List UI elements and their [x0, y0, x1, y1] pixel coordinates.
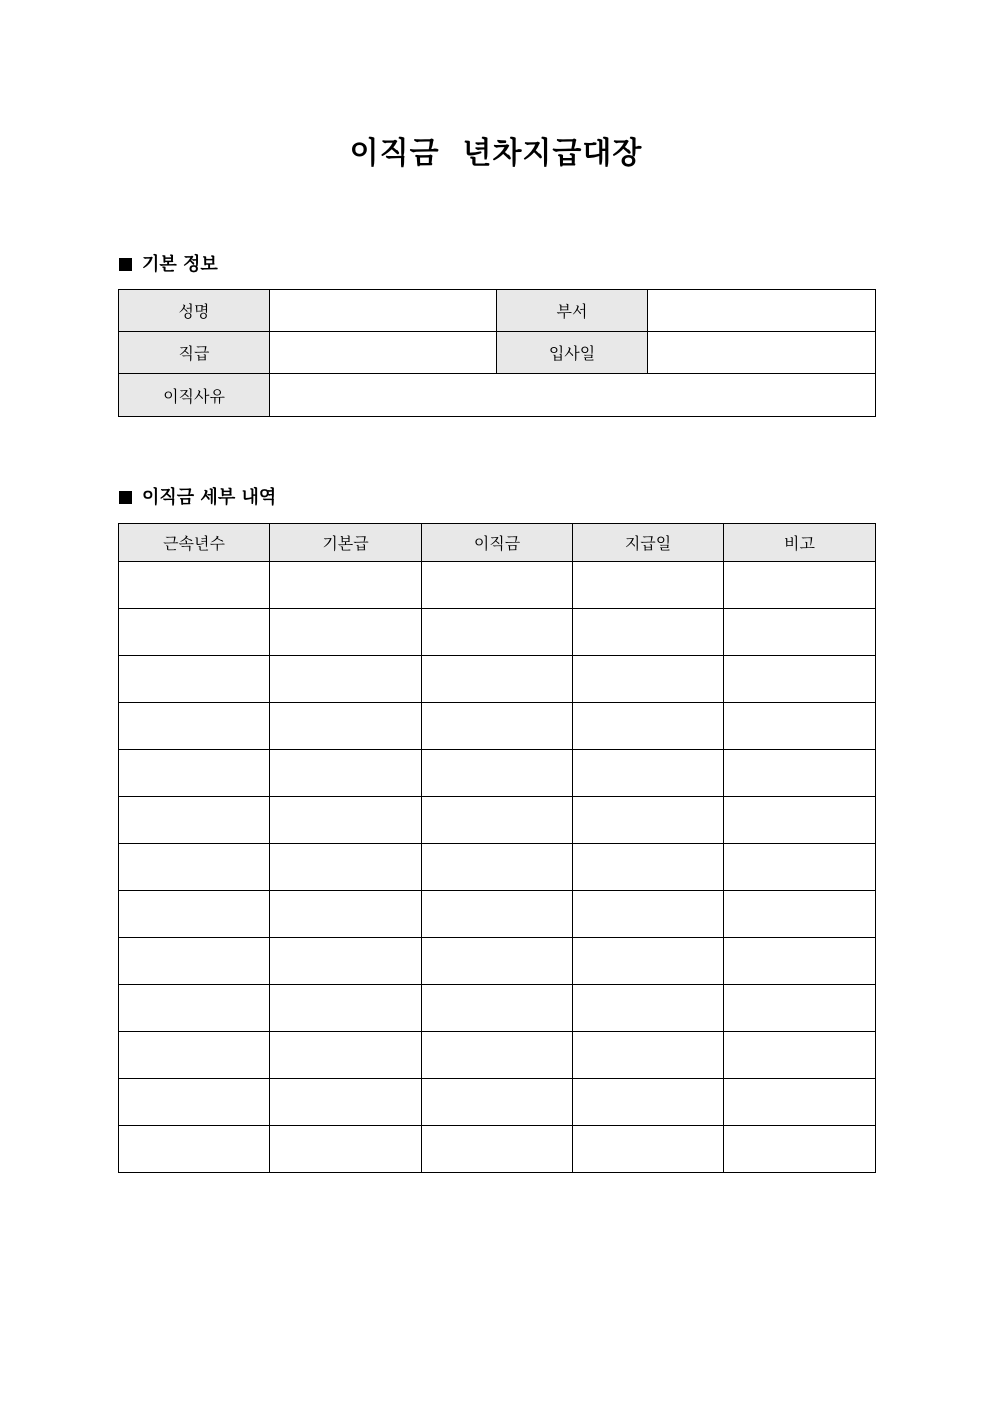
- years-of-service-cell[interactable]: [119, 938, 270, 985]
- base-salary-cell[interactable]: [270, 844, 422, 891]
- base-salary-cell[interactable]: [270, 797, 422, 844]
- remarks-cell[interactable]: [724, 985, 876, 1032]
- resignation-reason-label: 이직사유: [119, 374, 270, 417]
- remarks-cell[interactable]: [724, 1079, 876, 1126]
- table-row: [119, 985, 876, 1032]
- remarks-cell[interactable]: [724, 844, 876, 891]
- column-header-payment-date: 지급일: [573, 524, 724, 562]
- column-header-years-of-service: 근속년수: [119, 524, 270, 562]
- years-of-service-cell[interactable]: [119, 703, 270, 750]
- base-salary-cell[interactable]: [270, 1032, 422, 1079]
- severance-amount-cell[interactable]: [422, 609, 573, 656]
- table-row: [119, 750, 876, 797]
- name-label: 성명: [119, 290, 270, 332]
- remarks-cell[interactable]: [724, 891, 876, 938]
- years-of-service-cell[interactable]: [119, 1079, 270, 1126]
- table-row: [119, 891, 876, 938]
- base-salary-cell[interactable]: [270, 750, 422, 797]
- severance-amount-cell[interactable]: [422, 1126, 573, 1173]
- column-header-severance-amount: 이직금: [422, 524, 573, 562]
- section-heading-basic-info: [119, 253, 218, 277]
- severance-amount-cell[interactable]: [422, 562, 573, 609]
- name-field[interactable]: [270, 290, 497, 332]
- years-of-service-cell[interactable]: [119, 562, 270, 609]
- years-of-service-cell[interactable]: [119, 985, 270, 1032]
- department-label: 부서: [497, 290, 648, 332]
- severance-amount-cell[interactable]: [422, 844, 573, 891]
- base-salary-cell[interactable]: [270, 985, 422, 1032]
- severance-amount-cell[interactable]: [422, 985, 573, 1032]
- table-row: [119, 374, 876, 417]
- remarks-cell[interactable]: [724, 1126, 876, 1173]
- remarks-cell[interactable]: [724, 1032, 876, 1079]
- years-of-service-cell[interactable]: [119, 656, 270, 703]
- years-of-service-cell[interactable]: [119, 797, 270, 844]
- payment-date-cell[interactable]: [573, 1032, 724, 1079]
- section-heading-label: 기본 정보: [142, 254, 218, 275]
- detail-table-body: [119, 562, 876, 1173]
- years-of-service-cell[interactable]: [119, 1032, 270, 1079]
- severance-amount-cell[interactable]: [422, 1079, 573, 1126]
- base-salary-cell[interactable]: [270, 703, 422, 750]
- resignation-reason-field[interactable]: [270, 374, 876, 417]
- payment-date-cell[interactable]: [573, 797, 724, 844]
- section-heading-detail: [119, 486, 276, 510]
- severance-amount-cell[interactable]: [422, 891, 573, 938]
- table-row: [119, 1079, 876, 1126]
- remarks-cell[interactable]: [724, 750, 876, 797]
- severance-amount-cell[interactable]: [422, 797, 573, 844]
- square-bullet-icon: [119, 491, 132, 504]
- rank-field[interactable]: [270, 332, 497, 374]
- square-bullet-icon: [119, 258, 132, 271]
- remarks-cell[interactable]: [724, 609, 876, 656]
- payment-date-cell[interactable]: [573, 562, 724, 609]
- column-header-remarks: 비고: [724, 524, 876, 562]
- basic-info-table: [118, 289, 876, 417]
- base-salary-cell[interactable]: [270, 562, 422, 609]
- table-row: [119, 797, 876, 844]
- table-row: [119, 609, 876, 656]
- payment-date-cell[interactable]: [573, 656, 724, 703]
- page-title: 이직금 년차지급대장: [349, 136, 643, 171]
- base-salary-cell[interactable]: [270, 1079, 422, 1126]
- table-row: [119, 290, 876, 332]
- years-of-service-cell[interactable]: [119, 1126, 270, 1173]
- base-salary-cell[interactable]: [270, 1126, 422, 1173]
- severance-amount-cell[interactable]: [422, 703, 573, 750]
- payment-date-cell[interactable]: [573, 891, 724, 938]
- table-row: [119, 656, 876, 703]
- years-of-service-cell[interactable]: [119, 844, 270, 891]
- hire-date-label: 입사일: [497, 332, 648, 374]
- table-row: [119, 562, 876, 609]
- severance-amount-cell[interactable]: [422, 750, 573, 797]
- base-salary-cell[interactable]: [270, 938, 422, 985]
- section-heading-label: 이직금 세부 내역: [142, 487, 277, 508]
- payment-date-cell[interactable]: [573, 703, 724, 750]
- severance-detail-table: [118, 523, 876, 1173]
- payment-date-cell[interactable]: [573, 750, 724, 797]
- base-salary-cell[interactable]: [270, 609, 422, 656]
- years-of-service-cell[interactable]: [119, 750, 270, 797]
- table-row: [119, 844, 876, 891]
- table-row: [119, 938, 876, 985]
- years-of-service-cell[interactable]: [119, 891, 270, 938]
- table-row: [119, 703, 876, 750]
- severance-amount-cell[interactable]: [422, 656, 573, 703]
- remarks-cell[interactable]: [724, 797, 876, 844]
- payment-date-cell[interactable]: [573, 985, 724, 1032]
- severance-amount-cell[interactable]: [422, 1032, 573, 1079]
- years-of-service-cell[interactable]: [119, 609, 270, 656]
- table-row: [119, 332, 876, 374]
- remarks-cell[interactable]: [724, 938, 876, 985]
- payment-date-cell[interactable]: [573, 1079, 724, 1126]
- hire-date-field[interactable]: [648, 332, 876, 374]
- remarks-cell[interactable]: [724, 703, 876, 750]
- severance-amount-cell[interactable]: [422, 938, 573, 985]
- payment-date-cell[interactable]: [573, 609, 724, 656]
- remarks-cell[interactable]: [724, 656, 876, 703]
- department-field[interactable]: [648, 290, 876, 332]
- rank-label: 직급: [119, 332, 270, 374]
- payment-date-cell[interactable]: [573, 938, 724, 985]
- remarks-cell[interactable]: [724, 562, 876, 609]
- table-row: [119, 1126, 876, 1173]
- payment-date-cell[interactable]: [573, 1126, 724, 1173]
- payment-date-cell[interactable]: [573, 844, 724, 891]
- table-row: [119, 1032, 876, 1079]
- base-salary-cell[interactable]: [270, 656, 422, 703]
- base-salary-cell[interactable]: [270, 891, 422, 938]
- column-header-base-salary: 기본급: [270, 524, 422, 562]
- table-header-row: [119, 524, 876, 562]
